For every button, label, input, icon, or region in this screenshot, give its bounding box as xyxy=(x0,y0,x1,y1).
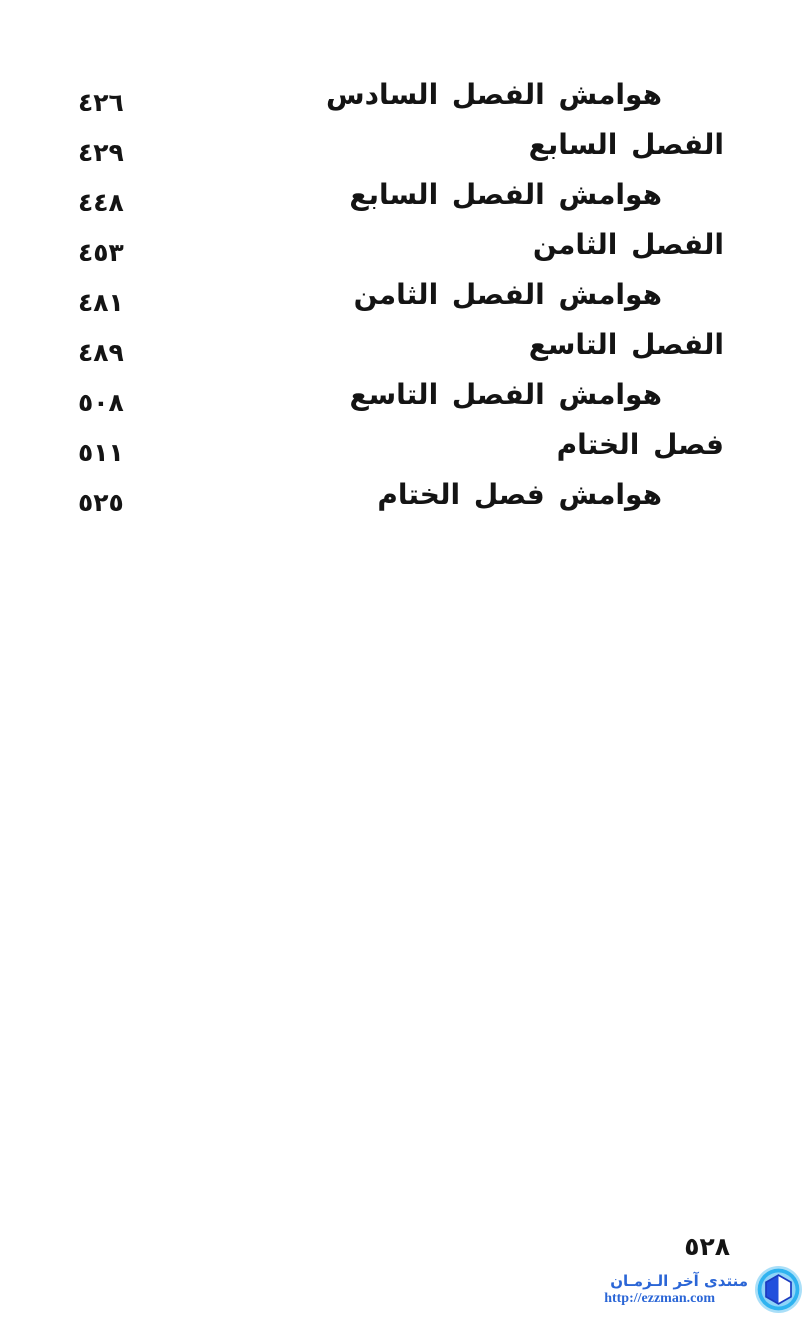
watermark-site-url[interactable]: http://ezzman.com xyxy=(604,1291,715,1306)
toc-row xyxy=(0,426,804,476)
toc-row xyxy=(0,176,804,226)
table-of-contents xyxy=(0,76,804,526)
toc-entry-title: هوامش فصل الختام xyxy=(377,478,662,511)
toc-row xyxy=(0,476,804,526)
toc-entry-page-number: ٤٥٣ xyxy=(78,238,124,267)
watermark-site-name: منتدى آخر الـزمـان xyxy=(610,1272,748,1290)
page-number: ٥٢٨ xyxy=(684,1232,730,1261)
toc-entry-title: فصل الختام xyxy=(556,428,724,461)
toc-entry-page-number: ٥١١ xyxy=(78,438,124,467)
toc-entry-title: الفصل الثامن xyxy=(532,228,724,261)
toc-entry-page-number: ٤٨٩ xyxy=(78,338,124,367)
toc-entry-page-number: ٥٢٥ xyxy=(78,488,124,517)
toc-row xyxy=(0,126,804,176)
toc-entry-title: هوامش الفصل السادس xyxy=(326,78,662,111)
toc-entry-page-number: ٤٢٦ xyxy=(78,88,124,117)
toc-entry-page-number: ٤٤٨ xyxy=(78,188,124,217)
toc-entry-title: هوامش الفصل السابع xyxy=(349,178,662,211)
toc-entry-title: هوامش الفصل الثامن xyxy=(353,278,662,311)
toc-row xyxy=(0,376,804,426)
watermark xyxy=(604,1266,802,1313)
watermark-text-block xyxy=(604,1272,748,1307)
toc-entry-title: الفصل التاسع xyxy=(528,328,724,361)
toc-row xyxy=(0,76,804,126)
toc-entry-title: الفصل السابع xyxy=(528,128,724,161)
toc-row xyxy=(0,226,804,276)
toc-entry-title: هوامش الفصل التاسع xyxy=(349,378,662,411)
forum-logo-icon xyxy=(755,1266,802,1313)
toc-row xyxy=(0,326,804,376)
toc-row xyxy=(0,276,804,326)
toc-entry-page-number: ٥٠٨ xyxy=(78,388,124,417)
toc-entry-page-number: ٤٢٩ xyxy=(78,138,124,167)
toc-entry-page-number: ٤٨١ xyxy=(78,288,124,317)
